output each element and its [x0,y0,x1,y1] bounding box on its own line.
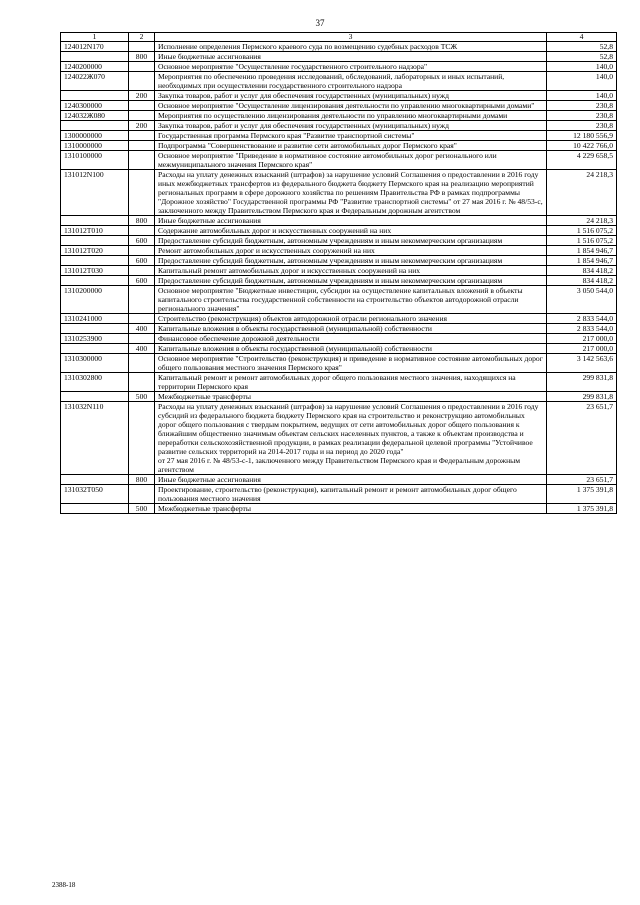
row-amount-cell: 1 516 075,2 [547,236,617,246]
row-code-cell: 1310000000 [61,141,129,151]
row-code-cell: 1310241000 [61,314,129,324]
row-expense-type-cell [129,101,155,111]
row-code-cell [61,216,129,226]
row-name-cell: Основное мероприятие "Строительство (реконструкция) и приведение в нормативное состояние автомобильных дорог общего пользования местного значения Пермского края" [155,354,547,373]
row-amount-cell: 1 516 075,2 [547,226,617,236]
row-code-cell: 1240200000 [61,62,129,72]
row-code-cell: 1310300000 [61,354,129,373]
table-row [61,324,617,334]
row-expense-type-cell: 600 [129,276,155,286]
table-row [61,402,617,475]
row-amount-cell: 217 000,0 [547,334,617,344]
row-expense-type-cell [129,485,155,504]
row-code-cell: 131012Т010 [61,226,129,236]
row-name-cell: Мероприятия по осуществлению лицензирования деятельности по управлению многоквартирными домами [155,111,547,121]
budget-table [60,32,617,514]
table-row [61,151,617,170]
row-amount-cell: 2 833 544,0 [547,314,617,324]
row-code-cell: 1310302800 [61,373,129,392]
row-code-cell: 1310253900 [61,334,129,344]
row-name-cell: Мероприятия по обеспечению проведения исследований, обследований, лабораторных и иных испытаний, необходимых при осуществлении государственного строительного надзора [155,72,547,91]
row-amount-cell: 3 050 544,0 [547,286,617,314]
row-name-cell: Основное мероприятие "Осуществление государственного строительного надзора" [155,62,547,72]
table-row [61,42,617,52]
row-expense-type-cell [129,266,155,276]
table-row [61,344,617,354]
table-row [61,91,617,101]
row-amount-cell: 230,8 [547,121,617,131]
row-code-cell [61,324,129,334]
table-row [61,354,617,373]
row-expense-type-cell [129,141,155,151]
table-row [61,373,617,392]
table-row [61,475,617,485]
row-amount-cell: 24 218,3 [547,170,617,216]
row-expense-type-cell: 800 [129,475,155,485]
row-expense-type-cell [129,131,155,141]
row-expense-type-cell [129,170,155,216]
row-expense-type-cell: 800 [129,52,155,62]
row-amount-cell: 140,0 [547,62,617,72]
row-name-cell: Государственная программа Пермского края "Развитие транспортной системы" [155,131,547,141]
table-row [61,52,617,62]
row-amount-cell: 1 854 946,7 [547,256,617,266]
row-amount-cell: 12 180 556,9 [547,131,617,141]
row-expense-type-cell [129,402,155,475]
row-amount-cell: 1 375 391,8 [547,485,617,504]
row-name-cell: Иные бюджетные ассигнования [155,216,547,226]
row-name-cell: Межбюджетные трансферты [155,392,547,402]
table-row [61,314,617,324]
row-name-cell: Строительство (реконструкция) объектов автодорожной отрасли регионального значения [155,314,547,324]
row-expense-type-cell: 200 [129,121,155,131]
row-amount-cell: 23 651,7 [547,402,617,475]
row-expense-type-cell [129,72,155,91]
row-code-cell: 1310100000 [61,151,129,170]
table-row [61,216,617,226]
row-code-cell [61,52,129,62]
row-expense-type-cell: 600 [129,236,155,246]
row-expense-type-cell: 200 [129,91,155,101]
row-name-cell: Расходы на уплату денежных взысканий (штрафов) за нарушение условий Соглашения о предоставлении в 2016 году иных межбюджетных трансфертов из федерального бюджета бюджету Пермского края на реализацию мероприятий региональных программ в сфере дорожного хозяйства по решениям Правительства РФ в рамках подпрограммы "Дорожное хозяйство" Государственной программы РФ "Развитие транспортной системы" от 27 мая 2016 г. № 48/53-с, заключенного между Правительством Пермского края и Федеральным дорожным агентством [155,170,547,216]
row-code-cell [61,344,129,354]
row-name-cell: Капитальный ремонт автомобильных дорог и искусственных сооружений на них [155,266,547,276]
row-amount-cell: 24 218,3 [547,216,617,226]
row-name-cell: Капитальные вложения в объекты государственной (муниципальной) собственности [155,324,547,334]
row-amount-cell: 834 418,2 [547,276,617,286]
row-expense-type-cell: 500 [129,504,155,514]
row-amount-cell: 230,8 [547,101,617,111]
row-expense-type-cell [129,314,155,324]
row-expense-type-cell [129,286,155,314]
table-row [61,276,617,286]
row-name-cell: Закупка товаров, работ и услуг для обеспечения государственных (муниципальных) нужд [155,121,547,131]
row-name-cell: Основное мероприятие "Осуществление лицензирования деятельности по управлению многоквартирными домами" [155,101,547,111]
row-code-cell: 131032Т050 [61,485,129,504]
row-name-cell: Закупка товаров, работ и услуг для обеспечения государственных (муниципальных) нужд [155,91,547,101]
document-code: 2388-18 [52,881,76,889]
row-expense-type-cell [129,334,155,344]
row-code-cell [61,121,129,131]
row-expense-type-cell [129,151,155,170]
table-row [61,121,617,131]
table-row [61,266,617,276]
table-row [61,485,617,504]
row-code-cell: 124012N170 [61,42,129,52]
table-row [61,246,617,256]
page-number: 37 [315,18,325,28]
row-code-cell: 1240300000 [61,101,129,111]
row-code-cell [61,276,129,286]
row-name-cell: Предоставление субсидий бюджетным, автономным учреждениям и иным некоммерческим организациям [155,256,547,266]
row-expense-type-cell [129,111,155,121]
row-name-cell: Содержание автомобильных дорог и искусственных сооружений на них [155,226,547,236]
row-name-cell: Предоставление субсидий бюджетным, автономным учреждениям и иным некоммерческим организациям [155,236,547,246]
table-row [61,72,617,91]
row-expense-type-cell [129,226,155,236]
row-expense-type-cell: 800 [129,216,155,226]
table-row [61,236,617,246]
row-expense-type-cell: 500 [129,392,155,402]
row-name-cell: Проектирование, строительство (реконструкция), капитальный ремонт и ремонт автомобильных дорог общего пользования местного значения [155,485,547,504]
row-name-cell: Капитальный ремонт и ремонт автомобильных дорог общего пользования местного значения, находящихся на территории Пермского края [155,373,547,392]
row-code-cell [61,91,129,101]
row-expense-type-cell [129,42,155,52]
table-row [61,170,617,216]
row-code-cell [61,392,129,402]
row-amount-cell: 1 854 946,7 [547,246,617,256]
table-row [61,334,617,344]
row-amount-cell: 3 142 563,6 [547,354,617,373]
row-amount-cell: 52,8 [547,42,617,52]
row-name-cell: Иные бюджетные ассигнования [155,52,547,62]
table-row [61,62,617,72]
table-row [61,504,617,514]
row-expense-type-cell: 400 [129,324,155,334]
row-expense-type-cell: 400 [129,344,155,354]
row-name-cell: Иные бюджетные ассигнования [155,475,547,485]
row-code-cell: 1310200000 [61,286,129,314]
table-row [61,392,617,402]
row-code-cell: 1300000000 [61,131,129,141]
row-amount-cell: 52,8 [547,52,617,62]
row-code-cell: 131012N100 [61,170,129,216]
row-name-cell: Предоставление субсидий бюджетным, автономным учреждениям и иным некоммерческим организациям [155,276,547,286]
row-amount-cell: 1 375 391,8 [547,504,617,514]
row-name-cell: Основное мероприятие "Бюджетные инвестиции, субсидии на осуществление капитальных вложений в объекты капитального строительства государственной собственности на строительство объектов автодорожной отрасли регионального значения" [155,286,547,314]
row-code-cell: 131012Т020 [61,246,129,256]
row-code-cell [61,256,129,266]
row-amount-cell: 4 229 658,5 [547,151,617,170]
row-amount-cell: 2 833 544,0 [547,324,617,334]
row-amount-cell: 299 831,8 [547,373,617,392]
row-name-cell: Капитальные вложения в объекты государственной (муниципальной) собственности [155,344,547,354]
table-row [61,101,617,111]
column-header-4: 4 [547,33,617,42]
table-row [61,141,617,151]
row-expense-type-cell [129,62,155,72]
row-code-cell [61,236,129,246]
row-name-cell: Основное мероприятие "Приведение в нормативное состояние автомобильных дорог регионального или межмуниципального значения Пермского края" [155,151,547,170]
row-code-cell [61,475,129,485]
row-amount-cell: 217 000,0 [547,344,617,354]
row-name-cell: Ремонт автомобильных дорог и искусственных сооружений на них [155,246,547,256]
row-amount-cell: 10 422 766,0 [547,141,617,151]
budget-rows [61,42,617,514]
column-header-2: 2 [129,33,155,42]
column-header-3: 3 [155,33,547,42]
row-code-cell: 131032N110 [61,402,129,475]
row-amount-cell: 140,0 [547,91,617,101]
row-code-cell [61,504,129,514]
row-name-cell: Подпрограмма "Совершенствование и развитие сети автомобильных дорог Пермского края" [155,141,547,151]
table-row [61,286,617,314]
row-code-cell: 124032Ж080 [61,111,129,121]
row-amount-cell: 299 831,8 [547,392,617,402]
row-amount-cell: 230,8 [547,111,617,121]
row-code-cell: 124022Ж070 [61,72,129,91]
row-name-cell: Расходы на уплату денежных взысканий (штрафов) за нарушение условий Соглашения о предоставлении в 2016 году субсидий из федерального бюджета бюджету Пермского края на строительство и реконструкцию автомобильных дорог общего пользования с твердым покрытием, ведущих от сети автомобильных дорог общего пользования к ближайшим общественно значимым объектам сельских населенных пунктов, а также к объектам производства и переработки сельскохозяйственной продукции, в рамках реализации федеральной целевой программы "Устойчивое развитие сельских территорий на 2014-2017 годы и на период до 2020 года" от 27 мая 2016 г. № 48/53-с-1, заключенного между Правительством Пермского края и Федеральным дорожным агентством [155,402,547,475]
table-row [61,256,617,266]
table-row [61,111,617,121]
row-name-cell: Исполнение определения Пермского краевого суда по возмещению судебных расходов ТСЖ [155,42,547,52]
table-row [61,226,617,236]
row-expense-type-cell [129,246,155,256]
row-code-cell: 131012Т030 [61,266,129,276]
column-header-1: 1 [61,33,129,42]
row-amount-cell: 834 418,2 [547,266,617,276]
table-row [61,131,617,141]
row-expense-type-cell [129,354,155,373]
row-expense-type-cell [129,373,155,392]
row-name-cell: Финансовое обеспечение дорожной деятельности [155,334,547,344]
row-name-cell: Межбюджетные трансферты [155,504,547,514]
column-header-row [61,33,617,42]
row-expense-type-cell: 600 [129,256,155,266]
row-amount-cell: 23 651,7 [547,475,617,485]
row-amount-cell: 140,0 [547,72,617,91]
